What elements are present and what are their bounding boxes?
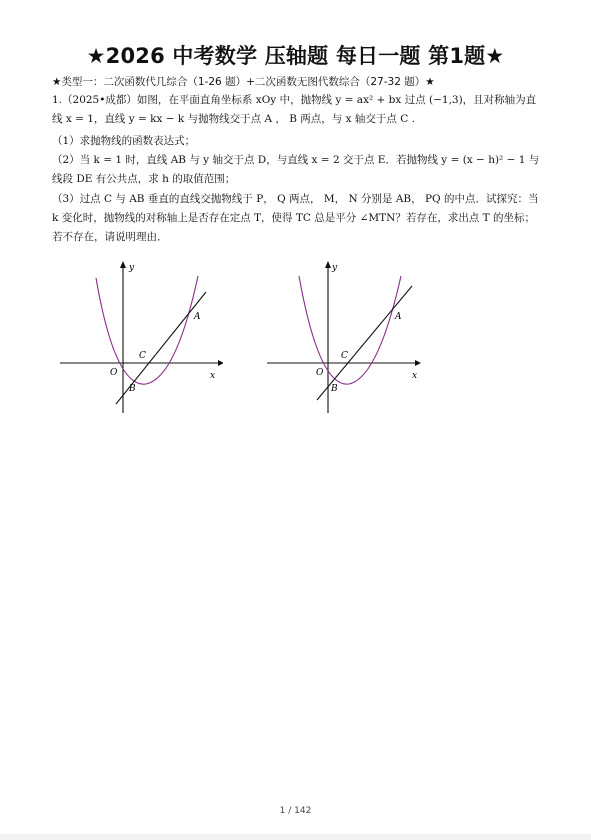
page-number: 1 / 142 [279, 806, 312, 816]
label-b: B [129, 384, 136, 394]
label-o: O [110, 368, 118, 378]
question-1: （1）求抛物线的函数表达式； [52, 135, 196, 147]
figure-1 [58, 258, 223, 418]
question-2: （2）当 k = 1 时，直线 AB 与 y 轴交于点 D，与直线 x = 2 交于点 E．若抛物线 y = (x − h)² − 1 与线段 DE 有公共点，求 h 的取值范围； [52, 154, 540, 185]
label-x: x [210, 371, 216, 381]
label-b: B [331, 384, 338, 394]
label-c: C [139, 351, 146, 361]
y-axis-arrow [120, 261, 126, 268]
label-y: y [129, 263, 135, 273]
x-axis-arrow [218, 360, 223, 366]
line-ab [317, 286, 412, 400]
figure-2 [265, 258, 430, 418]
label-a: A [395, 312, 402, 322]
page-title: ★2026 中考数学 压轴题 每日一题 第1题★ [86, 44, 505, 68]
label-c: C [341, 351, 348, 361]
problem-statement: 1.（2025•成都）如图，在平面直角坐标系 xOy 中，抛物线 y = ax² + bx 过点 (−1,3)，且对称轴为直线 x = 1，直线 y = kx − k 与抛物线交于点 A ， B 两点，与 x 轴交于点 C . [52, 94, 537, 125]
label-a: A [194, 312, 201, 322]
x-axis-arrow [415, 360, 421, 366]
label-o: O [316, 368, 324, 378]
label-x: x [412, 371, 418, 381]
figures [50, 258, 450, 418]
parabola [299, 276, 401, 384]
label-y: y [332, 263, 338, 273]
subtitle: ★类型一：二次函数代几综合（1-26 题）+二次函数无图代数综合（27-32 题）★ [52, 76, 435, 88]
question-3: （3）过点 C 与 AB 垂直的直线交抛物线于 P， Q 两点， M， N 分别是 AB， PQ 的中点．试探究：当 k 变化时，抛物线的对称轴上是否存在定点 T，使得 TC 总是平分 ∠MTN？若存在，求出点 T 的坐标；若不存在，请说明理由． [52, 193, 539, 243]
y-axis-arrow [325, 261, 331, 268]
page-bottom-edge [0, 834, 591, 840]
